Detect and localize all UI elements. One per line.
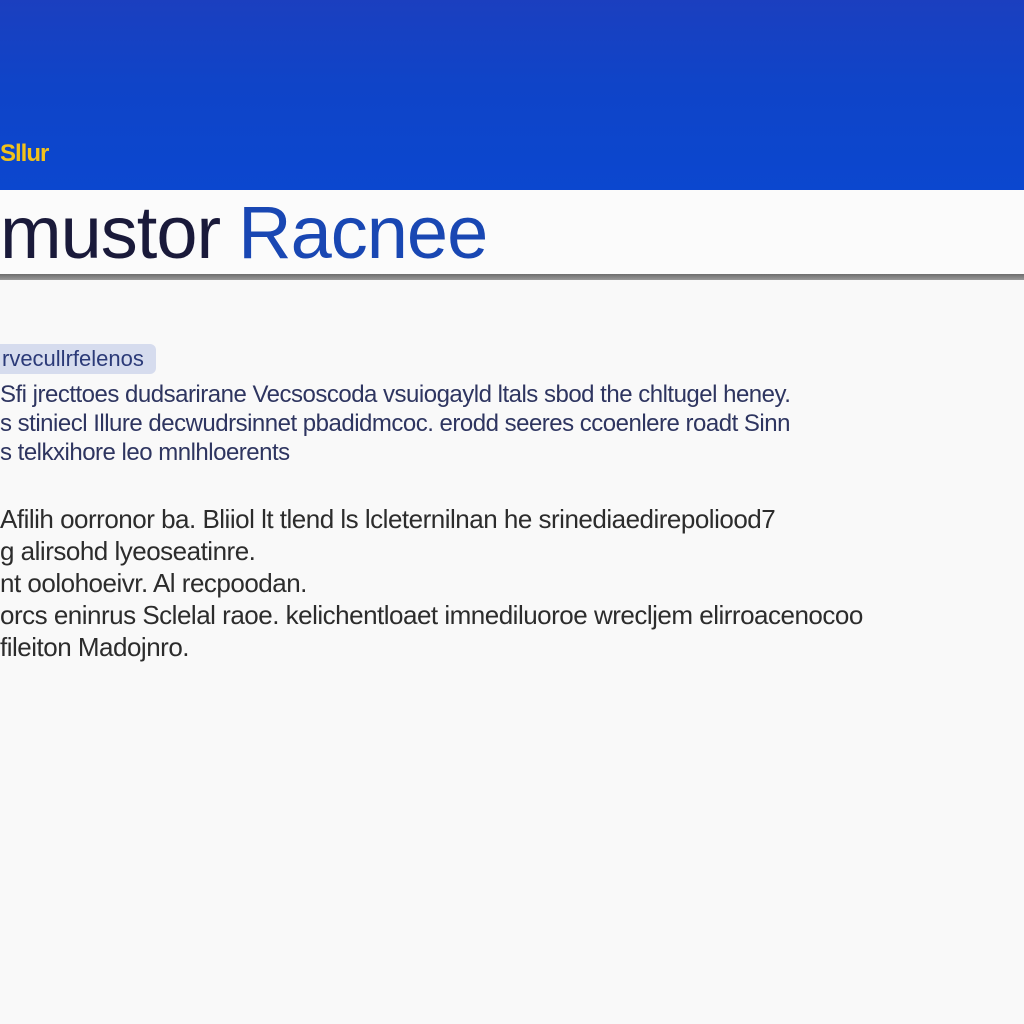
section-label-chip[interactable]: rvecullrfelenos xyxy=(0,344,156,374)
page-title-part-2: Racnee xyxy=(238,191,488,274)
paragraph-body xyxy=(0,503,863,663)
paragraph-line: g alirsohd lyeoseatinre. xyxy=(0,536,256,566)
header-banner xyxy=(0,0,1024,190)
brand-logo-text: Sllur xyxy=(0,140,49,167)
paragraph-line: Sfi jrecttoes dudsarirane Vecsoscoda vsuiogayld ltals sbod the chltugel heney. xyxy=(0,381,791,408)
page-title xyxy=(0,190,487,276)
paragraph-line: orcs eninrus Sclelal raoe. kelichentloaet imnediluoroe wrecljem elirroacenocoo xyxy=(0,600,863,630)
paragraph-line: s stiniecl Illure decwudrsinnet pbadidmcoc. erodd seeres ccoenlere roadt Sinn xyxy=(0,410,790,437)
paragraph-intro xyxy=(0,380,790,467)
paragraph-line: nt oolohoeivr. Al recpoodan. xyxy=(0,568,307,598)
paragraph-line: fileiton Madojnro. xyxy=(0,632,189,662)
paragraph-line: s telkxihore leo mnlhloerents xyxy=(0,439,290,466)
page-title-part-1: mustor xyxy=(0,191,221,274)
paragraph-line: Afilih oorronor ba. Bliiol lt tlend ls lcleternilnan he srinediaedirepoliood7 xyxy=(0,504,776,534)
